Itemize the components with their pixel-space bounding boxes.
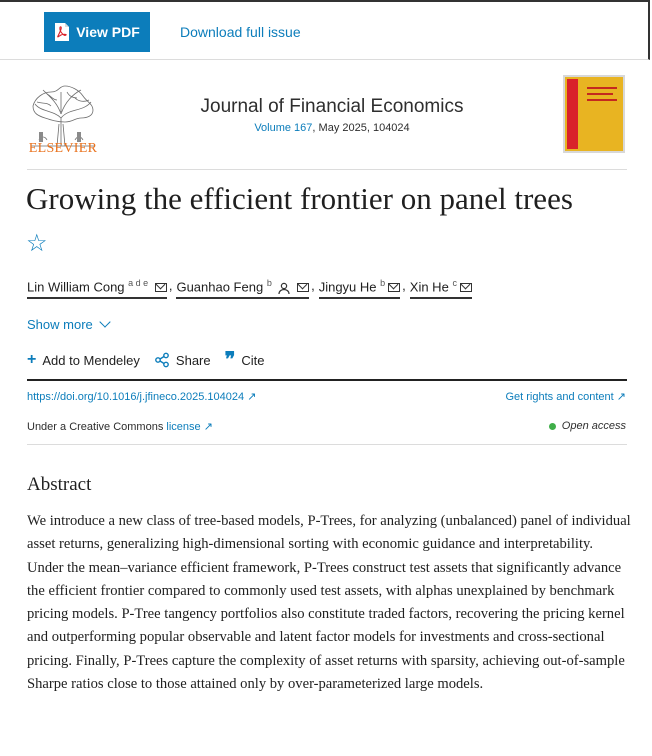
issue-details: , May 2025, 104024 xyxy=(312,122,410,134)
article-actions xyxy=(27,351,265,369)
journal-issue-meta xyxy=(0,122,652,134)
show-more-button[interactable]: Show more xyxy=(27,317,109,332)
email-icon xyxy=(460,283,472,292)
elsevier-wordmark: ELSEVIER xyxy=(28,141,98,156)
email-icon xyxy=(297,283,309,292)
header-divider xyxy=(27,169,627,170)
author-link[interactable]: Guanhao Feng $^b$ xyxy=(176,278,309,299)
email-icon xyxy=(388,283,400,292)
volume-link[interactable]: Volume 167 xyxy=(254,122,313,134)
cite-button[interactable]: ❞ Cite xyxy=(224,349,265,371)
author-link[interactable]: Lin William Cong $^{a d e}$ xyxy=(27,278,167,299)
meta-divider xyxy=(27,444,627,445)
plus-icon: + xyxy=(27,351,37,368)
actions-divider xyxy=(27,379,627,381)
favorite-star-icon[interactable]: ☆ xyxy=(26,231,48,257)
author-list: Lin William Cong $^{a d e}$ , Guanhao Feng $^b$ , Jingyu He $^b$ , Xin He $^c$ xyxy=(27,278,472,299)
license-link[interactable]: license ↗ xyxy=(166,421,213,433)
journal-cover-thumbnail[interactable] xyxy=(563,75,625,153)
creative-commons-notice: Under a Creative Commons license ↗ xyxy=(27,421,213,433)
abstract-text: We introduce a new class of tree-based models, P-Trees, for analyzing (unbalanced) panel of individual asset returns, generalizing high-dimensional sorting with economic guidance and interpretability. Under the mean–variance efficient framework, P-Trees construct test assets that significantly advance the efficient frontier compared to commonly used test assets, with alphas unexplained by benchmark pricing models. P-Tree tangency portfolios also constitute traded factors, recovering the pricing kernel and outperforming popular observable and latent factor models for investments and cross-sectional pricing. Finally, P-Trees capture the complexity of asset returns with sparsity, achieving out-of-sample Sharpe ratios close to those attained only by over-parameterized large models. xyxy=(27,513,631,693)
rights-link[interactable]: Get rights and content ↗ xyxy=(505,391,626,403)
author-link[interactable]: Xin He $^c$ xyxy=(410,278,472,299)
add-to-mendeley-button[interactable]: + Add to Mendeley xyxy=(27,351,140,368)
quote-icon: ❞ xyxy=(224,349,236,371)
article-title: Growing the efficient frontier on panel trees ☆ xyxy=(26,181,573,257)
share-icon xyxy=(154,352,170,368)
pdf-icon xyxy=(54,22,70,42)
chevron-down-icon xyxy=(99,316,110,327)
external-link-icon: ↗ xyxy=(247,391,257,403)
download-full-issue-link[interactable]: Download full issue xyxy=(180,24,301,40)
external-link-icon: ↗ xyxy=(616,391,626,403)
doi-link[interactable]: https://doi.org/10.1016/j.jfineco.2025.104024 ↗ xyxy=(27,391,257,403)
top-toolbar xyxy=(0,0,650,60)
abstract-heading: Abstract xyxy=(27,474,92,495)
open-access-badge: Open access xyxy=(549,420,626,432)
view-pdf-label: View PDF xyxy=(76,24,140,40)
person-icon xyxy=(278,282,290,294)
view-pdf-button[interactable] xyxy=(44,12,150,52)
share-button[interactable]: Share xyxy=(154,351,211,369)
email-icon xyxy=(155,283,167,292)
open-access-dot-icon xyxy=(549,423,556,430)
journal-title[interactable]: Journal of Financial Economics xyxy=(200,96,464,117)
author-link[interactable]: Jingyu He $^b$ xyxy=(319,278,400,299)
